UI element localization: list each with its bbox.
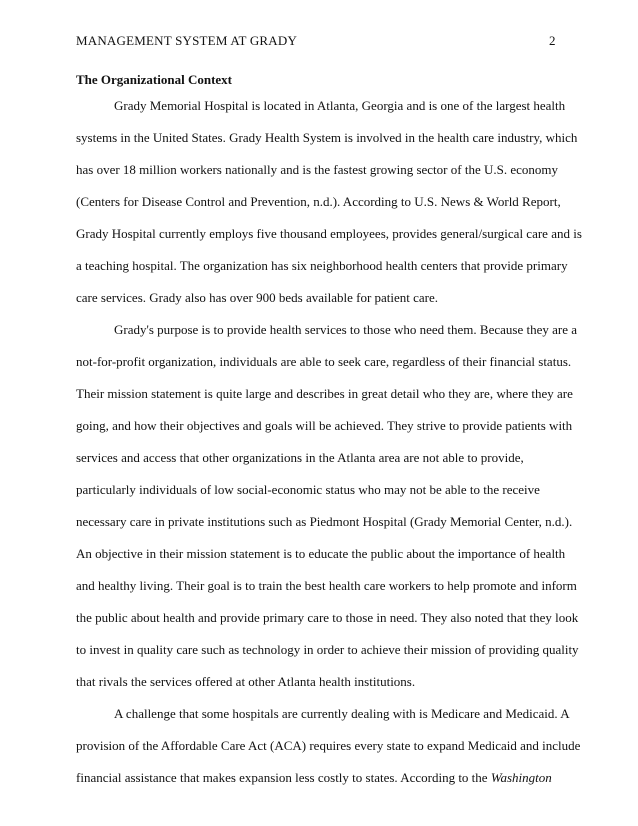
text-line: necessary care in private institutions such as Piedmont Hospital (Grady Memorial Center, n.d.). xyxy=(76,514,573,529)
text-line: not-for-profit organization, individuals are able to seek care, regardless of their financial status. xyxy=(76,354,572,369)
text-line: particularly individuals of low social-economic status who may not be able to the receive xyxy=(76,482,540,497)
text-line: Their mission statement is quite large and describes in great detail who they are, where they are xyxy=(76,386,573,401)
text-line: a teaching hospital. The organization has six neighborhood health centers that provide primary xyxy=(76,258,568,273)
text-line: the public about health and provide primary care to those in need. They also noted that they look xyxy=(76,610,579,625)
text-segment: financial assistance that makes expansion less costly to states. According to the xyxy=(76,770,488,785)
text-line: and healthy living. Their goal is to train the best health care workers to help promote and inform xyxy=(76,578,577,593)
section-heading: The Organizational Context xyxy=(76,72,232,87)
text-line: that rivals the services offered at other Atlanta health institutions. xyxy=(76,674,416,689)
text-line: provision of the Affordable Care Act (ACA) requires every state to expand Medicaid and include xyxy=(76,738,581,753)
text-line: care services. Grady also has over 900 beds available for patient care. xyxy=(76,290,439,305)
text-line: An objective in their mission statement is to educate the public about the importance of health xyxy=(76,546,566,561)
text-line: Grady Hospital currently employs five thousand employees, provides general/surgical care and is xyxy=(76,226,582,241)
text-line: (Centers for Disease Control and Prevention, n.d.). According to U.S. News & World Report, xyxy=(76,194,561,209)
text-line: Grady's purpose is to provide health services to those who need them. Because they are a xyxy=(114,322,577,337)
page-number: 2 xyxy=(549,33,556,48)
text-line: has over 18 million workers nationally and is the fastest growing sector of the U.S. economy xyxy=(76,162,558,177)
text-line: going, and how their objectives and goals will be achieved. They strive to provide patients with xyxy=(76,418,573,433)
text-line: systems in the United States. Grady Health System is involved in the health care industry, which xyxy=(76,130,578,145)
text-line: services and access that other organizations in the Atlanta area are not able to provide, xyxy=(76,450,524,465)
text-line: to invest in quality care such as technology in order to achieve their mission of providing quality xyxy=(76,642,579,657)
running-head: MANAGEMENT SYSTEM AT GRADY xyxy=(76,33,298,48)
text-line xyxy=(76,770,552,786)
text-line: A challenge that some hospitals are currently dealing with is Medicare and Medicaid. A xyxy=(114,706,570,721)
text-line: Grady Memorial Hospital is located in Atlanta, Georgia and is one of the largest health xyxy=(114,98,566,113)
text-segment-italic: Washington xyxy=(490,770,552,785)
